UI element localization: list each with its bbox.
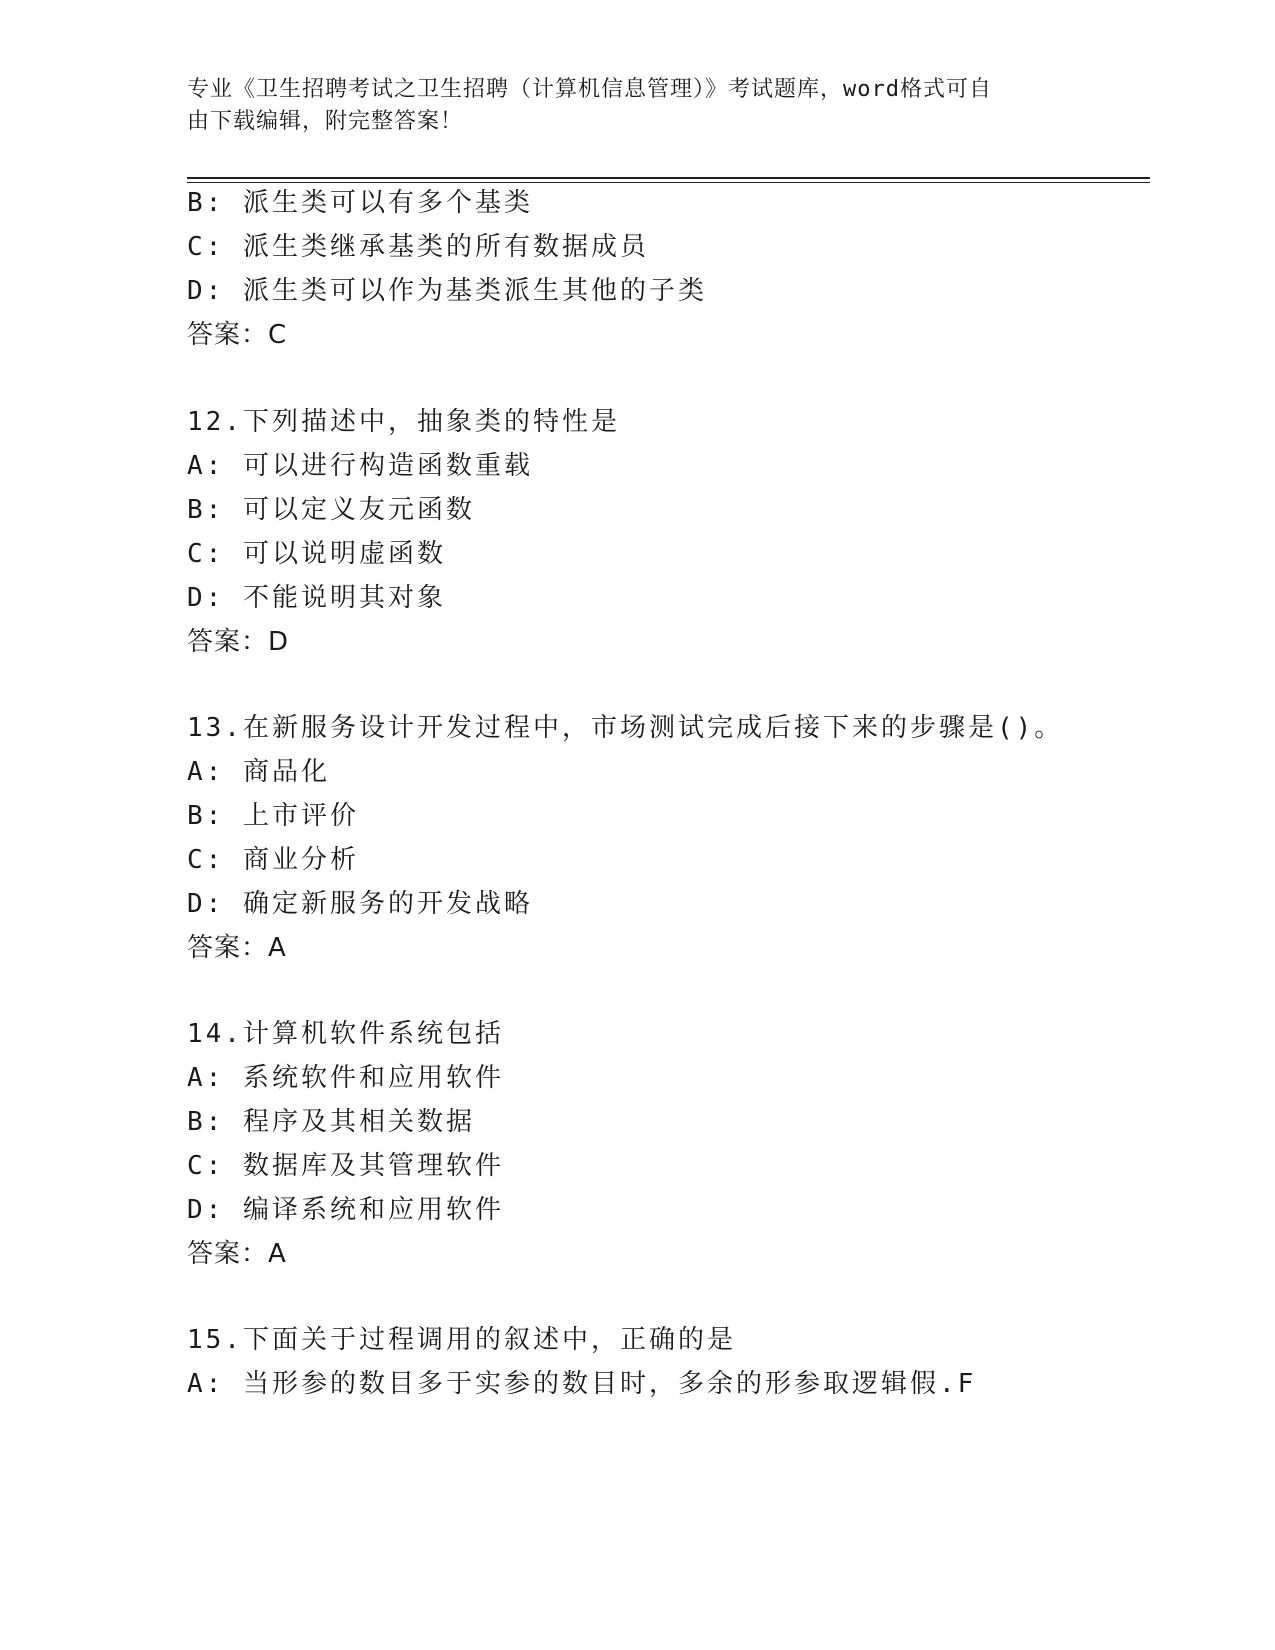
q14-option-d: D: 编译系统和应用软件 xyxy=(187,1195,504,1225)
q12-option-d: D: 不能说明其对象 xyxy=(187,583,446,613)
q12-answer: 答案：D xyxy=(187,627,290,657)
q14-option-b: B: 程序及其相关数据 xyxy=(187,1107,475,1137)
q15-stem: 15.下面关于过程调用的叙述中，正确的是 xyxy=(187,1325,736,1355)
header-divider-thick xyxy=(187,177,1150,179)
header-line-1: 专业《卫生招聘考试之卫生招聘（计算机信息管理）》考试题库，word格式可自 xyxy=(187,77,992,102)
q15-option-a: A: 当形参的数目多于实参的数目时，多余的形参取逻辑假.F xyxy=(187,1369,977,1399)
q13-stem: 13.在新服务设计开发过程中，市场测试完成后接下来的步骤是()。 xyxy=(187,713,1064,743)
q14-option-c: C: 数据库及其管理软件 xyxy=(187,1151,504,1181)
q11-option-b: B: 派生类可以有多个基类 xyxy=(187,188,533,218)
q12-option-b: B: 可以定义友元函数 xyxy=(187,495,475,525)
q13-option-b: B: 上市评价 xyxy=(187,801,359,831)
document-header xyxy=(187,74,1067,138)
q13-option-d: D: 确定新服务的开发战略 xyxy=(187,889,533,919)
q13-answer: 答案：A xyxy=(187,933,287,963)
q13-option-a: A: 商品化 xyxy=(187,757,330,787)
q14-answer: 答案：A xyxy=(187,1239,287,1269)
header-line-2: 由下载编辑，附完整答案！ xyxy=(187,109,464,134)
q14-option-a: A: 系统软件和应用软件 xyxy=(187,1063,504,1093)
q11-answer: 答案：C xyxy=(187,320,288,350)
q14-stem: 14.计算机软件系统包括 xyxy=(187,1019,504,1049)
q13-option-c: C: 商业分析 xyxy=(187,845,359,875)
header-divider-thin xyxy=(187,182,1150,183)
q12-stem: 12.下列描述中，抽象类的特性是 xyxy=(187,407,620,437)
q12-option-c: C: 可以说明虚函数 xyxy=(187,539,446,569)
q12-option-a: A: 可以进行构造函数重载 xyxy=(187,451,533,481)
q11-option-d: D: 派生类可以作为基类派生其他的子类 xyxy=(187,276,707,306)
q11-option-c: C: 派生类继承基类的所有数据成员 xyxy=(187,232,649,262)
